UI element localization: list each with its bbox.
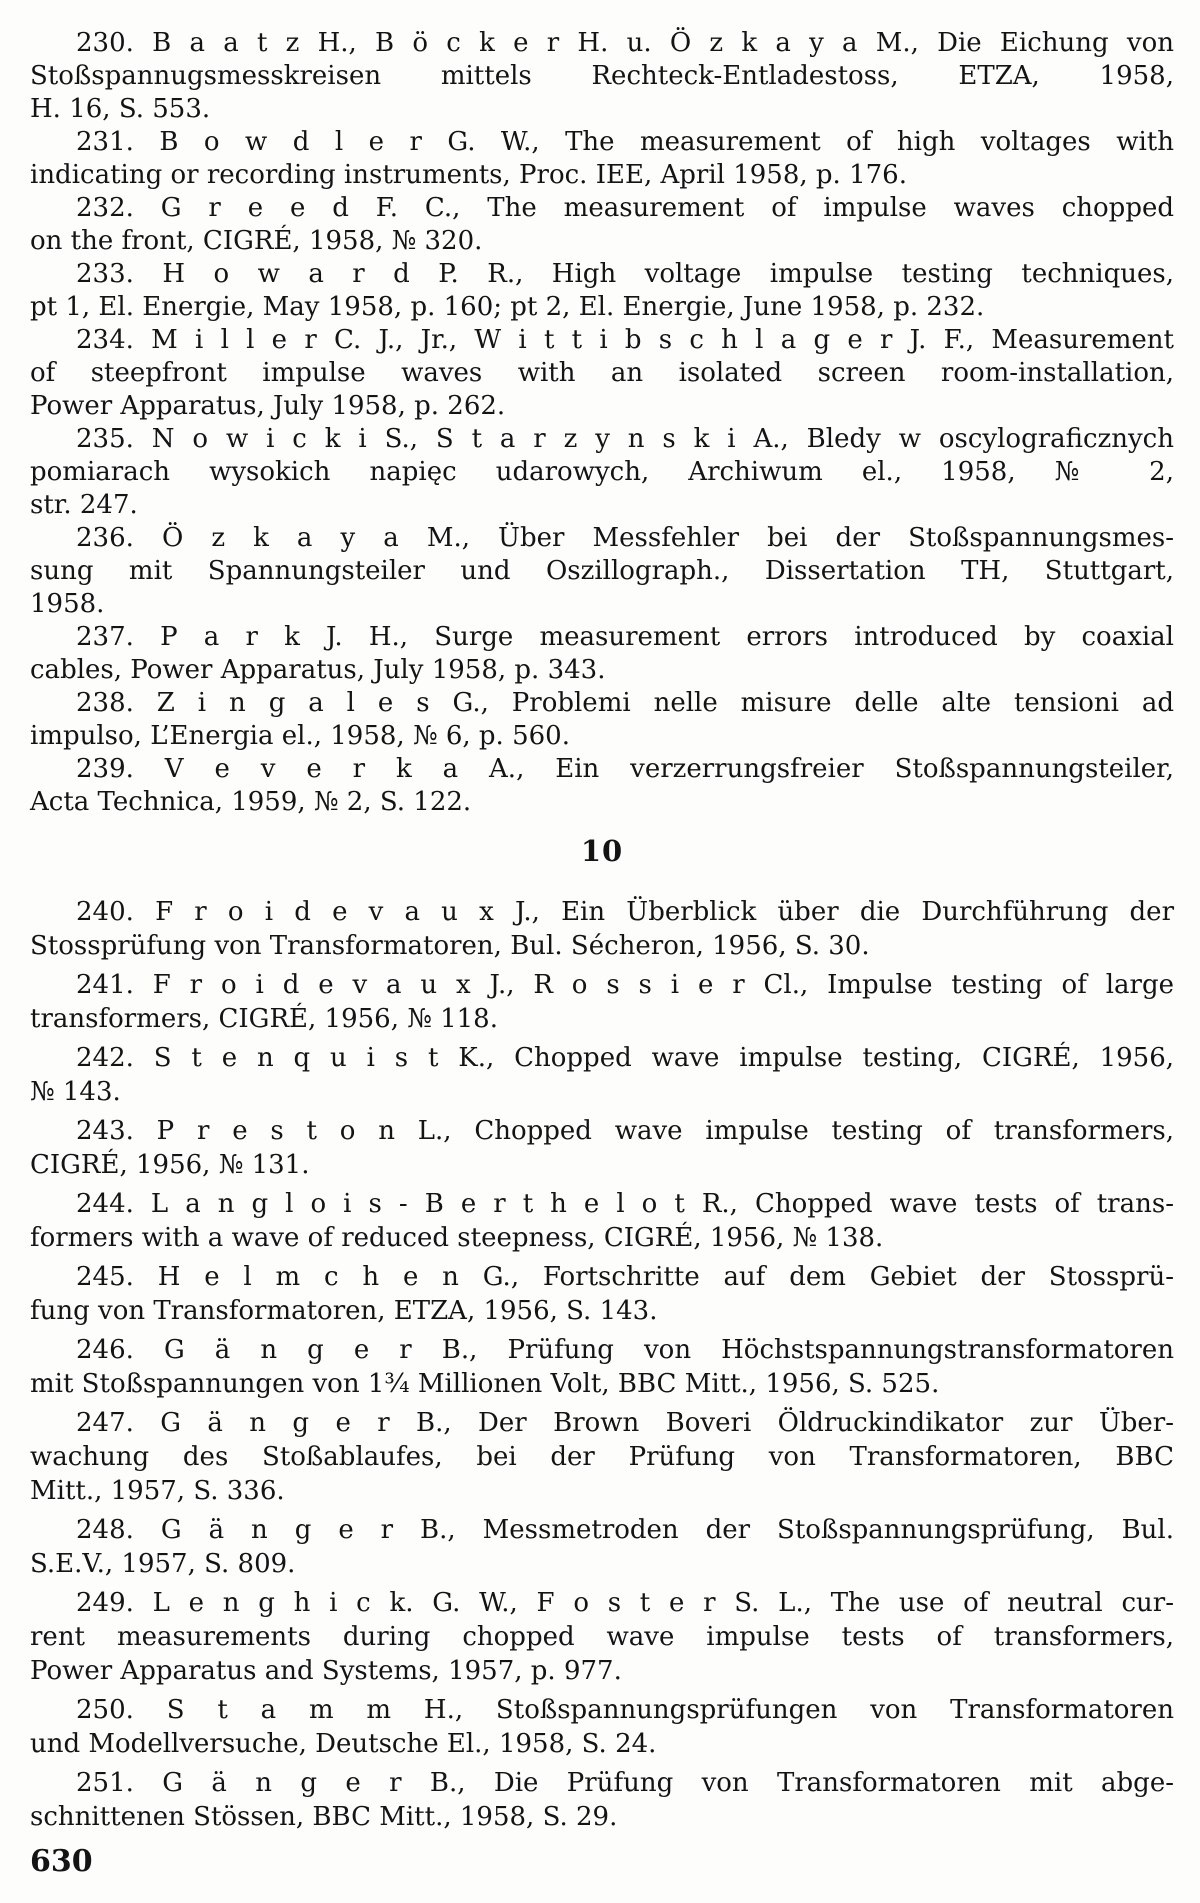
reference-entry <box>30 192 1174 258</box>
reference-entry <box>30 1333 1174 1401</box>
reference-entry <box>30 522 1174 621</box>
reference-line: 237. P a r k J. H., Surge measurement errors introduced by coaxial <box>76 622 1174 652</box>
reference-line: 231. B o w d l e r G. W., The measurement of high voltages with <box>76 127 1174 157</box>
reference-line: cables, Power Apparatus, July 1958, p. 343. <box>30 655 606 685</box>
reference-line: on the front, CIGRÉ, 1958, № 320. <box>30 226 483 256</box>
reference-entry <box>30 753 1174 819</box>
reference-line: pt 1, El. Energie, May 1958, p. 160; pt 2, El. Energie, June 1958, p. 232. <box>30 292 985 322</box>
reference-entry <box>30 1513 1174 1581</box>
reference-line: CIGRÉ, 1956, № 131. <box>30 1150 310 1180</box>
reference-entry <box>30 324 1174 423</box>
reference-line: fung von Transformatoren, ETZA, 1956, S. 143. <box>30 1296 658 1326</box>
reference-entry <box>30 1586 1174 1688</box>
reference-line: 234. M i l l e r C. J., Jr., W i t t i b s c h l a g e r J. F., Measurement <box>76 325 1174 355</box>
reference-line: formers with a wave of reduced steepness, CIGRÉ, 1956, № 138. <box>30 1223 884 1253</box>
reference-line: indicating or recording instruments, Proc. IEE, April 1958, p. 176. <box>30 160 907 190</box>
reference-entry <box>30 621 1174 687</box>
reference-list-top <box>30 27 1174 819</box>
reference-line: 243. P r e s t o n L., Chopped wave impulse testing of transformers, <box>76 1116 1174 1146</box>
section-heading: 10 <box>580 834 624 868</box>
reference-line: 242. S t e n q u i s t K., Chopped wave impulse testing, CIGRÉ, 1956, <box>76 1043 1174 1073</box>
reference-line: str. 247. <box>30 490 138 520</box>
reference-entry <box>30 1187 1174 1255</box>
reference-line: wachung des Stoßablaufes, bei der Prüfung von Transformatoren, BBC <box>30 1442 1174 1472</box>
reference-line: Acta Technica, 1959, № 2, S. 122. <box>30 787 472 817</box>
reference-entry <box>30 27 1174 126</box>
reference-line: 248. G ä n g e r B., Messmetroden der Stoßspannungsprüfung, Bul. <box>76 1515 1174 1545</box>
reference-line: Mitt., 1957, S. 336. <box>30 1476 285 1506</box>
reference-line: 251. G ä n g e r B., Die Prüfung von Transformatoren mit abge- <box>76 1768 1174 1798</box>
reference-line: 241. F r o i d e v a u x J., R o s s i e r Cl., Impulse testing of large <box>76 970 1174 1000</box>
reference-line: sung mit Spannungsteiler und Oszillograph., Dissertation TH, Stuttgart, <box>30 556 1174 586</box>
reference-line: 232. G r e e d F. C., The measurement of impulse waves chopped <box>76 193 1174 223</box>
reference-line: 238. Z i n g a l e s G., Problemi nelle misure delle alte tensioni ad <box>76 688 1174 718</box>
reference-list-bottom <box>30 895 1174 1834</box>
reference-line: 233. H o w a r d P. R., High voltage impulse testing techniques, <box>76 259 1174 289</box>
reference-line: impulso, L’Energia el., 1958, № 6, p. 560. <box>30 721 570 751</box>
reference-line: 240. F r o i d e v a u x J., Ein Überblick über die Durchführung der <box>76 897 1174 927</box>
reference-line: 235. N o w i c k i S., S t a r z y n s k i A., Bledy w oscylograficznych <box>76 424 1174 454</box>
reference-line: № 143. <box>30 1077 121 1107</box>
reference-entry <box>30 1766 1174 1834</box>
reference-entry <box>30 968 1174 1036</box>
reference-entry <box>30 1041 1174 1109</box>
reference-line: H. 16, S. 553. <box>30 94 211 124</box>
reference-entry <box>30 1693 1174 1761</box>
reference-line: Power Apparatus and Systems, 1957, p. 977. <box>30 1656 622 1686</box>
page-number: 630 <box>30 1844 93 1879</box>
reference-line: 245. H e l m c h e n G., Fortschritte auf dem Gebiet der Stossprü- <box>76 1262 1174 1292</box>
reference-entry <box>30 258 1174 324</box>
reference-line: 249. L e n g h i c k. G. W., F o s t e r S. L., The use of neutral cur- <box>76 1588 1174 1618</box>
reference-line: 1958. <box>30 589 105 619</box>
reference-line: Stoßspannugsmesskreisen mittels Rechteck-Entladestoss, ETZA, 1958, <box>30 61 1174 91</box>
reference-entry <box>30 1260 1174 1328</box>
reference-line: mit Stoßspannungen von 1¾ Millionen Volt, BBC Mitt., 1956, S. 525. <box>30 1369 940 1399</box>
reference-line: 236. Ö z k a y a M., Über Messfehler bei der Stoßspannungsmes- <box>76 523 1174 553</box>
reference-line: 246. G ä n g e r B., Prüfung von Höchstspannungstransformatoren <box>76 1335 1174 1365</box>
reference-line: 244. L a n g l o i s - B e r t h e l o t R., Chopped wave tests of trans- <box>76 1189 1174 1219</box>
reference-entry <box>30 895 1174 963</box>
reference-line: 239. V e v e r k a A., Ein verzerrungsfreier Stoßspannungsteiler, <box>76 754 1174 784</box>
reference-line: und Modellversuche, Deutsche El., 1958, S. 24. <box>30 1729 657 1759</box>
reference-line: schnittenen Stössen, BBC Mitt., 1958, S. 29. <box>30 1802 618 1832</box>
reference-line: 250. S t a m m H., Stoßspannungsprüfungen von Transformatoren <box>76 1695 1174 1725</box>
reference-entry <box>30 1114 1174 1182</box>
reference-line: Power Apparatus, July 1958, p. 262. <box>30 391 506 421</box>
reference-line: 230. B a a t z H., B ö c k e r H. u. Ö z k a y a M., Die Eichung von <box>76 28 1174 58</box>
reference-line: of steepfront impulse waves with an isolated screen room-installation, <box>30 358 1174 388</box>
reference-entry <box>30 687 1174 753</box>
reference-line: S.E.V., 1957, S. 809. <box>30 1549 296 1579</box>
reference-entry <box>30 1406 1174 1508</box>
reference-line: 247. G ä n g e r B., Der Brown Boveri Öldruckindikator zur Über- <box>76 1408 1174 1438</box>
reference-line: Stossprüfung von Transformatoren, Bul. Sécheron, 1956, S. 30. <box>30 931 870 961</box>
reference-line: transformers, CIGRÉ, 1956, № 118. <box>30 1004 498 1034</box>
reference-entry <box>30 126 1174 192</box>
reference-line: pomiarach wysokich napięc udarowych, Archiwum el., 1958, № 2, <box>30 457 1174 487</box>
reference-line: rent measurements during chopped wave impulse tests of transformers, <box>30 1622 1174 1652</box>
reference-entry <box>30 423 1174 522</box>
